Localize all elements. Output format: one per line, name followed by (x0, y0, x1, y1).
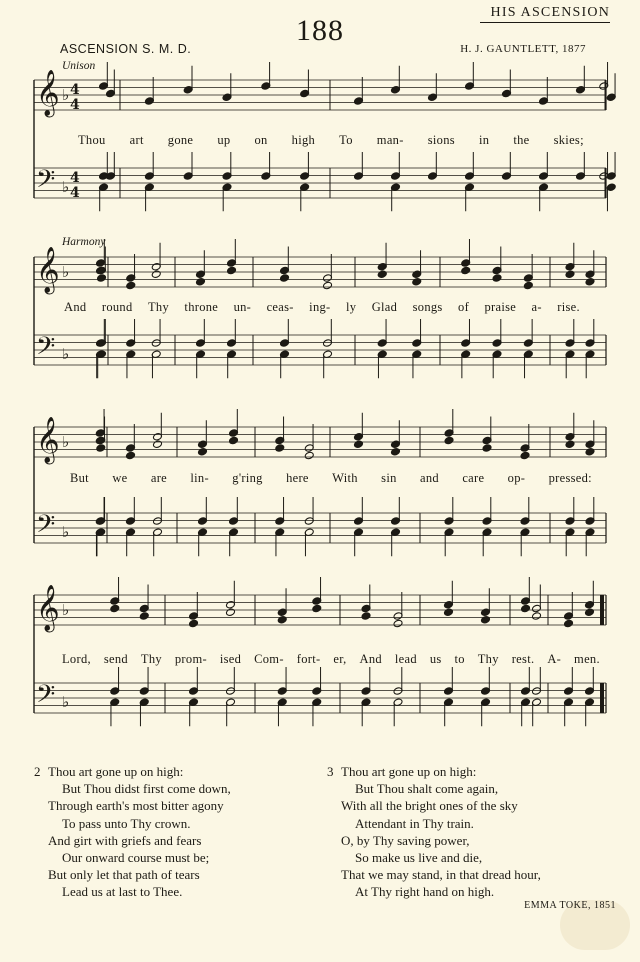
note-head (96, 444, 106, 453)
stanza-line: At Thy right hand on high. (355, 884, 495, 900)
note-head (361, 612, 371, 621)
author-credit: EMMA TOKE, 1851 (524, 900, 616, 911)
lyric-syllable: Glad (371, 300, 398, 314)
note-head (377, 270, 387, 279)
lyric-syllable: man- (376, 133, 404, 147)
note-head (521, 604, 531, 613)
flat-sign: ♭ (62, 693, 70, 711)
note-head (520, 451, 530, 460)
time-signature: 4 (70, 97, 80, 113)
lyric-syllable: op- (507, 471, 526, 485)
note-head (461, 266, 471, 275)
note-head (444, 608, 454, 617)
stanza-line: But only let that path of tears (48, 867, 200, 883)
composer-credit: H. J. GAUNTLETT, 1877 (460, 43, 586, 55)
direction-unison: Unison (62, 60, 96, 72)
lyric-syllable: Thy (140, 652, 162, 666)
stanza-line: Through earth's most bitter agony (48, 798, 224, 814)
lyric-syllable: us (429, 652, 442, 666)
lyric-syllable: Thou (78, 133, 106, 147)
lyric-syllable: throne (184, 300, 219, 314)
lyric-syllable: A- (547, 652, 562, 666)
note-head (229, 436, 239, 445)
note-head (481, 615, 491, 624)
flat-sign: ♭ (62, 345, 70, 363)
note-head (280, 274, 290, 283)
lyric-syllable: and (420, 471, 439, 485)
note-head (153, 440, 163, 449)
flat-sign: ♭ (62, 263, 70, 281)
note-head (126, 281, 136, 290)
note-head (585, 608, 595, 617)
lyric-syllable: And (64, 300, 87, 314)
lyric-syllable: er, (333, 652, 347, 666)
time-signature: 4 (70, 170, 80, 186)
note-head (565, 270, 575, 279)
bass-clef: 𝄢 (36, 680, 56, 715)
note-head (532, 612, 542, 621)
lyric-syllable: we (112, 471, 128, 485)
note-head (151, 270, 161, 279)
lyric-syllable: sions (427, 133, 455, 147)
lyric-syllable: here (286, 471, 309, 485)
hymn-number: 188 (296, 14, 344, 47)
lyric-syllable: are (150, 471, 168, 485)
lyric-syllable: up (217, 133, 231, 147)
stanza-line: Thou art gone up on high: (341, 764, 477, 779)
stanza-line: To pass unto Thy crown. (62, 815, 191, 831)
stanza-line: Thou art gone up on high: (48, 764, 184, 779)
lyric-syllable: rise. (557, 300, 580, 314)
note-head (312, 604, 322, 613)
lyric-syllable: skies; (553, 133, 584, 147)
stanza-line: But Thou shalt come again, (355, 781, 499, 797)
note-head (444, 436, 454, 445)
note-head (585, 447, 595, 456)
lyric-syllable: Thy (147, 300, 169, 314)
note-head (226, 608, 236, 617)
lyric-syllable: ised (219, 652, 242, 666)
lyric-syllable: prom- (174, 652, 207, 666)
note-head (523, 281, 533, 290)
tune-name: ASCENSION S. M. D. (60, 42, 192, 56)
stanza-2 (34, 763, 231, 901)
bass-clef: 𝄢 (36, 510, 56, 545)
note-head (227, 266, 237, 275)
lyric-syllable: on (254, 133, 268, 147)
lyric-syllable: Thy (477, 652, 499, 666)
note-head (304, 451, 314, 460)
note-head (354, 440, 364, 449)
lyric-syllable: high (291, 133, 316, 147)
lyric-syllable: lead (394, 652, 417, 666)
note-head (97, 274, 107, 283)
note-head (277, 615, 287, 624)
lyric-syllable: pressed: (548, 471, 592, 485)
stanza-line: And girt with griefs and fears (48, 832, 202, 848)
note-head (585, 277, 595, 286)
note-head (198, 447, 208, 456)
treble-clef: 𝄞 (36, 70, 60, 116)
time-signature: 4 (70, 82, 80, 98)
flat-sign: ♭ (62, 86, 70, 104)
note-head (196, 277, 206, 286)
lyrics-system-3 (34, 471, 606, 486)
lyric-syllable: a- (531, 300, 542, 314)
lyric-syllable: in (478, 133, 490, 147)
stanza-line: So make us live and die, (355, 850, 483, 866)
lyric-syllable: songs (412, 300, 443, 314)
note-head (391, 447, 401, 456)
bass-clef: 𝄢 (36, 165, 56, 200)
lyric-syllable: With (332, 471, 358, 485)
lyric-syllable: to (454, 652, 465, 666)
lyric-syllable: of (458, 300, 470, 314)
note-head (565, 440, 575, 449)
lyric-syllable: praise (484, 300, 517, 314)
lyric-syllable: And (359, 652, 382, 666)
lyrics-system-2 (34, 300, 606, 315)
lyric-syllable: sin (381, 471, 397, 485)
lyric-syllable: send (103, 652, 128, 666)
note-head (393, 619, 403, 628)
flat-sign: ♭ (62, 178, 70, 196)
note-head (492, 274, 502, 283)
note-head (482, 444, 492, 453)
lyric-syllable: rest. (511, 652, 535, 666)
lyric-syllable: care (462, 471, 485, 485)
final-bar (600, 683, 604, 713)
flat-sign: ♭ (62, 523, 70, 541)
stanza-line: But Thou didst first come down, (62, 781, 231, 797)
lyric-syllable: round (101, 300, 133, 314)
stanza-line: Lead us at last to Thee. (62, 884, 183, 900)
lyric-syllable: lin- (190, 471, 209, 485)
stanza-line: Our onward course must be; (62, 850, 210, 866)
running-head: HIS ASCENSION (490, 5, 610, 20)
treble-clef: 𝄞 (36, 417, 60, 463)
stanza-line: That we may stand, in that dread hour, (341, 867, 541, 883)
lyric-syllable: gone (167, 133, 194, 147)
lyric-syllable: g'ring (232, 471, 263, 485)
lyrics-system-4 (34, 652, 606, 667)
flat-sign: ♭ (62, 433, 70, 451)
flat-sign: ♭ (62, 601, 70, 619)
note-head (323, 281, 333, 290)
note-head (189, 619, 199, 628)
final-bar (600, 595, 604, 625)
lyric-syllable: fort- (296, 652, 321, 666)
stanza-3 (327, 763, 541, 901)
lyric-syllable: the (513, 133, 530, 147)
lyric-syllable: But (70, 471, 89, 485)
stanza-number: 2 (34, 764, 41, 779)
stanza-line: With all the bright ones of the sky (341, 798, 518, 814)
lyric-syllable: Lord, (62, 652, 91, 666)
lyrics-system-1 (34, 133, 606, 148)
stanza-line: O, by Thy saving power, (341, 832, 470, 848)
lyric-syllable: ly (345, 300, 357, 314)
time-signature: 4 (70, 185, 80, 201)
lyric-syllable: ceas- (266, 300, 294, 314)
stanza-line: Attendant in Thy train. (355, 815, 474, 831)
bass-clef: 𝄢 (36, 332, 56, 367)
note-head (110, 604, 120, 613)
lyric-syllable: Com- (254, 652, 284, 666)
treble-clef: 𝄞 (36, 247, 60, 293)
note-head (412, 277, 422, 286)
lyric-syllable: men. (574, 652, 600, 666)
lyric-syllable: art (129, 133, 144, 147)
lyric-syllable: un- (233, 300, 252, 314)
note-head (126, 451, 136, 460)
stanza-number: 3 (327, 764, 334, 779)
direction-harmony: Harmony (62, 236, 106, 248)
lyric-syllable: ing- (309, 300, 331, 314)
note-head (139, 612, 149, 621)
lyric-syllable: To (339, 133, 353, 147)
treble-clef: 𝄞 (36, 585, 60, 631)
note-head (275, 444, 285, 453)
note-head (564, 619, 574, 628)
